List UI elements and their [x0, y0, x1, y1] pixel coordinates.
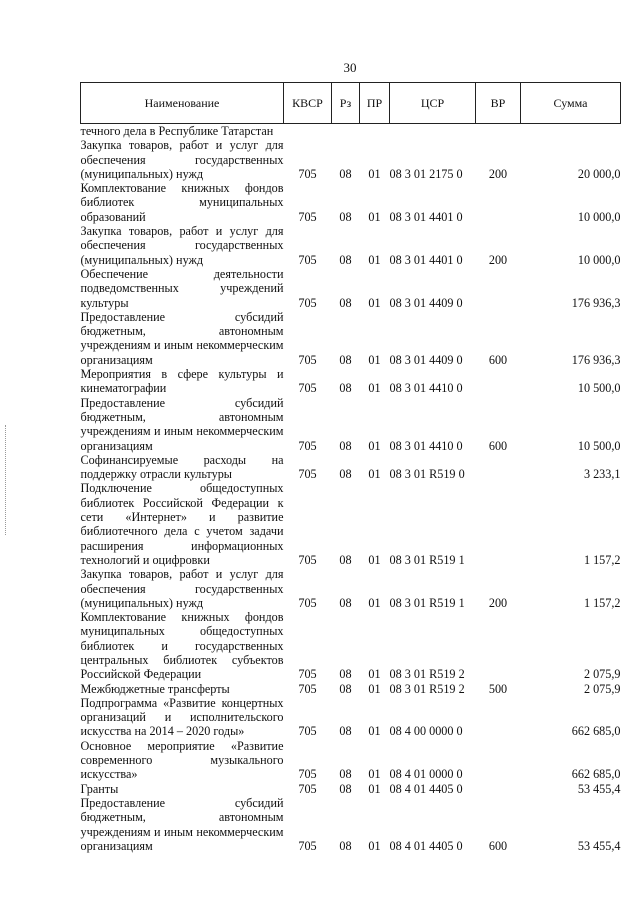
header-sum: Сумма [521, 83, 621, 124]
cell-name: Подключение общедоступных библиотек Российской Федерации к сети «Интернет» и развитие библиотечного дела с учетом задачи расширения информационных технологий и оцифровки [80, 481, 284, 567]
header-kvsr: КВСР [284, 83, 332, 124]
cell-pr: 01 [368, 252, 381, 267]
cell-vr: 500 [488, 681, 508, 696]
cell-sum: 10 500,0 [577, 438, 621, 453]
cell-pr: 01 [368, 767, 381, 782]
cell-csr: 08 3 01 4401 0 [389, 252, 463, 267]
cell-name: Софинансируемые расходы на поддержку отрасли культуры [80, 452, 284, 482]
cell-vr [476, 739, 521, 782]
cell-name: Закупка товаров, работ и услуг для обеспечения государственных (муниципальных) нужд [80, 138, 284, 181]
cell-sum: 662 685,0 [571, 724, 621, 739]
cell-name: Мероприятия в сфере культуры и кинематографии [80, 367, 284, 396]
table-header-row [81, 83, 621, 124]
cell-sum: 1 157,2 [583, 595, 621, 610]
cell-csr: 08 4 01 4405 0 [389, 838, 463, 853]
cell-kvsr: 705 [298, 838, 317, 853]
cell-vr [476, 782, 521, 796]
cell-pr: 01 [368, 667, 381, 682]
cell-kvsr: 705 [298, 552, 317, 567]
cell-kvsr: 705 [298, 667, 317, 682]
cell-rz: 08 [339, 781, 352, 796]
table-row [81, 124, 621, 139]
cell-pr: 01 [368, 681, 381, 696]
table-row [81, 367, 621, 396]
cell-csr: 08 3 01 R519 0 [389, 467, 465, 482]
cell-kvsr: 705 [298, 724, 317, 739]
table-row [81, 224, 621, 267]
cell-kvsr: 705 [298, 595, 317, 610]
cell-pr: 01 [368, 724, 381, 739]
cell-pr: 01 [368, 166, 381, 181]
cell-rz: 08 [339, 467, 352, 482]
cell-vr [476, 367, 521, 396]
table-row [81, 453, 621, 482]
cell-pr: 01 [368, 438, 381, 453]
cell-sum: 662 685,0 [571, 767, 621, 782]
cell-rz: 08 [339, 767, 352, 782]
cell-rz: 08 [339, 295, 352, 310]
cell-name: Межбюджетные трансферты [80, 681, 230, 696]
cell-rz: 08 [339, 667, 352, 682]
cell-rz: 08 [339, 381, 352, 396]
cell-rz: 08 [339, 838, 352, 853]
cell-sum: 1 157,2 [583, 552, 621, 567]
cell-pr: 01 [368, 838, 381, 853]
cell-vr [476, 124, 521, 139]
cell-vr [476, 267, 521, 310]
cell-name: Предоставление субсидий бюджетным, автономным учреждениям и иным некоммерческим организациям [80, 795, 284, 853]
cell-kvsr: 705 [298, 467, 317, 482]
table-row [81, 267, 621, 310]
cell-sum: 3 233,1 [583, 467, 621, 482]
cell-kvsr: 705 [298, 381, 317, 396]
table-row [81, 310, 621, 367]
cell-csr: 08 3 01 R519 1 [389, 552, 465, 567]
cell-sum: 53 455,4 [577, 838, 621, 853]
cell-rz: 08 [339, 352, 352, 367]
table-row [81, 138, 621, 181]
cell-name: Обеспечение деятельности подведомственных учреждений культуры [80, 266, 284, 310]
cell-name: Гранты [80, 781, 119, 796]
cell-vr [476, 181, 521, 224]
table-row [81, 567, 621, 610]
cell-kvsr: 705 [298, 209, 317, 224]
table-row [81, 739, 621, 782]
cell-pr [360, 124, 390, 139]
cell-csr: 08 3 01 R519 2 [389, 667, 465, 682]
table-row [81, 181, 621, 224]
cell-name: Закупка товаров, работ и услуг для обеспечения государственных (муниципальных) нужд [80, 567, 284, 610]
cell-kvsr: 705 [298, 252, 317, 267]
header-name: Наименование [81, 83, 284, 124]
cell-pr: 01 [368, 352, 381, 367]
cell-rz: 08 [339, 681, 352, 696]
cell-sum: 10 000,0 [577, 209, 621, 224]
cell-pr: 01 [368, 781, 381, 796]
cell-rz: 08 [339, 166, 352, 181]
cell-kvsr [284, 124, 332, 139]
cell-csr: 08 3 01 4409 0 [389, 295, 463, 310]
cell-name: Закупка товаров, работ и услуг для обеспечения государственных (муниципальных) нужд [80, 224, 284, 267]
cell-sum: 176 936,3 [571, 352, 621, 367]
margin-marks [5, 425, 8, 535]
cell-rz: 08 [339, 552, 352, 567]
cell-pr: 01 [368, 295, 381, 310]
cell-kvsr: 705 [298, 166, 317, 181]
cell-name: Комплектование книжных фондов муниципальных общедоступных библиотек и государственных центральных библиотек субъектов Российской Федерации [80, 610, 284, 682]
cell-kvsr: 705 [298, 295, 317, 310]
cell-kvsr: 705 [298, 681, 317, 696]
cell-kvsr: 705 [298, 781, 317, 796]
table-row [81, 610, 621, 681]
cell-vr: 200 [488, 166, 508, 181]
cell-name: течного дела в Республике Татарстан [80, 124, 274, 138]
cell-name: Комплектование книжных фондов библиотек муниципальных образований [80, 181, 284, 224]
cell-name: Предоставление субсидий бюджетным, автономным учреждениям и иным некоммерческим организациям [80, 395, 284, 453]
cell-name: Основное мероприятие «Развитие современного музыкального искусства» [80, 738, 284, 782]
cell-kvsr: 705 [298, 438, 317, 453]
cell-kvsr: 705 [298, 767, 317, 782]
cell-sum: 20 000,0 [577, 166, 621, 181]
table-row [81, 682, 621, 696]
cell-rz: 08 [339, 252, 352, 267]
cell-name: Предоставление субсидий бюджетным, автономным учреждениям и иным некоммерческим организациям [80, 309, 284, 367]
table-row [81, 481, 621, 567]
cell-rz [332, 124, 360, 139]
table-row [81, 696, 621, 739]
cell-sum: 176 936,3 [571, 295, 621, 310]
budget-table [80, 82, 621, 853]
cell-vr: 600 [488, 438, 508, 453]
cell-csr: 08 4 01 4405 0 [389, 781, 463, 796]
header-rz: Рз [332, 83, 360, 124]
cell-csr: 08 4 00 0000 0 [389, 724, 463, 739]
cell-sum: 10 500,0 [577, 381, 621, 396]
cell-sum: 2 075,9 [583, 681, 621, 696]
cell-rz: 08 [339, 724, 352, 739]
cell-sum: 10 000,0 [577, 252, 621, 267]
cell-csr: 08 3 01 R519 1 [389, 595, 465, 610]
cell-vr: 200 [488, 252, 508, 267]
cell-rz: 08 [339, 209, 352, 224]
cell-name: Подпрограмма «Развитие концертных организаций и исполнительского искусства на 2014 – 2020 годы» [80, 695, 284, 739]
header-vr: ВР [476, 83, 521, 124]
cell-kvsr: 705 [298, 352, 317, 367]
cell-csr: 08 3 01 R519 2 [389, 681, 465, 696]
cell-csr: 08 3 01 4410 0 [389, 438, 463, 453]
cell-rz: 08 [339, 595, 352, 610]
cell-vr [476, 453, 521, 482]
cell-csr: 08 3 01 4409 0 [389, 352, 463, 367]
cell-vr [476, 610, 521, 681]
cell-pr: 01 [368, 552, 381, 567]
cell-sum: 53 455,4 [577, 781, 621, 796]
header-csr: ЦСР [390, 83, 476, 124]
cell-sum: 2 075,9 [583, 667, 621, 682]
header-pr: ПР [360, 83, 390, 124]
cell-csr [390, 124, 476, 139]
table-row [81, 782, 621, 796]
cell-rz: 08 [339, 438, 352, 453]
cell-sum [521, 124, 621, 139]
cell-vr [476, 696, 521, 739]
cell-vr: 600 [488, 352, 508, 367]
cell-vr [476, 481, 521, 567]
cell-csr: 08 3 01 2175 0 [389, 166, 463, 181]
cell-pr: 01 [368, 595, 381, 610]
cell-pr: 01 [368, 381, 381, 396]
cell-vr: 200 [488, 595, 508, 610]
table-row [81, 796, 621, 853]
cell-pr: 01 [368, 467, 381, 482]
page-number: 30 [343, 60, 357, 75]
cell-vr: 600 [488, 838, 508, 853]
cell-csr: 08 3 01 4410 0 [389, 381, 463, 396]
cell-csr: 08 3 01 4401 0 [389, 209, 463, 224]
table-row [81, 396, 621, 453]
cell-csr: 08 4 01 0000 0 [389, 767, 463, 782]
cell-pr: 01 [368, 209, 381, 224]
